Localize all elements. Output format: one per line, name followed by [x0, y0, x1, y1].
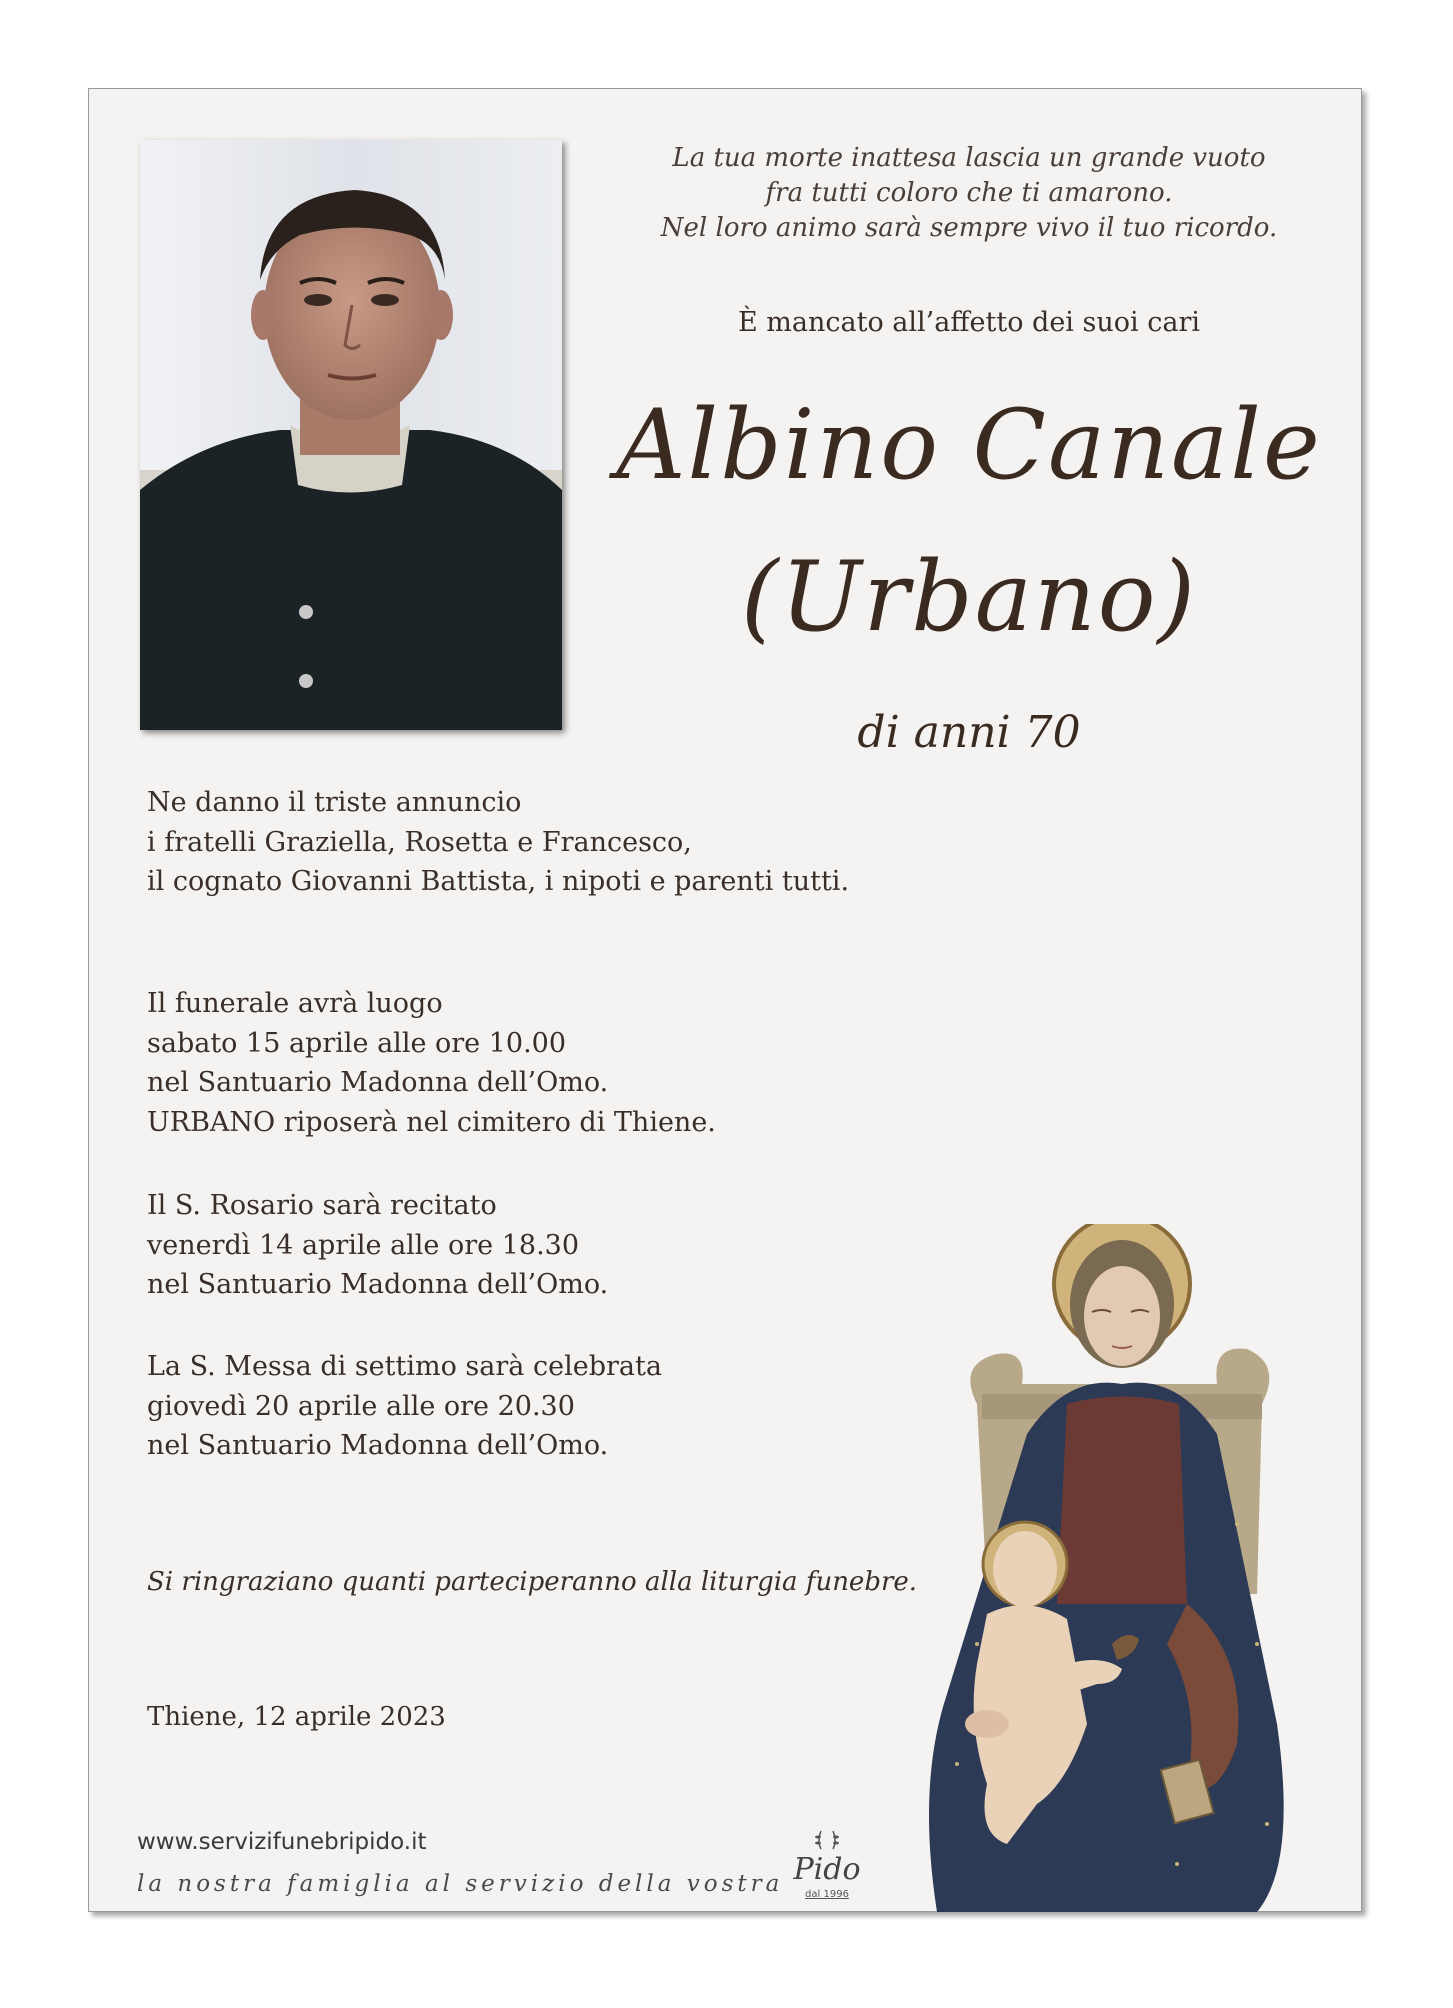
funeral-line: Il funerale avrà luogo — [147, 988, 443, 1019]
mass-paragraph — [147, 1347, 662, 1466]
rosary-line: nel Santuario Madonna dell’Omo. — [147, 1269, 609, 1300]
funeral-line: nel Santuario Madonna dell’Omo. — [147, 1067, 609, 1098]
website-link[interactable]: www.servizifunebripido.it — [137, 1829, 427, 1855]
announcement-line: Ne danno il triste annuncio — [147, 787, 522, 818]
quote-line: La tua morte inattesa lascia un grande vuoto — [672, 143, 1266, 173]
announcement-paragraph — [147, 783, 849, 902]
company-logo — [787, 1829, 867, 1907]
portrait-image — [140, 140, 562, 730]
intro-text: È mancato all’affetto dei suoi cari — [738, 307, 1200, 338]
deceased-age: di anni 70 — [857, 707, 1081, 758]
funeral-line: sabato 15 aprile alle ore 10.00 — [147, 1027, 567, 1059]
madonna-and-child-image — [917, 1224, 1317, 1912]
rosary-line: Il S. Rosario sarà recitato — [147, 1190, 497, 1221]
mass-line: La S. Messa di settimo sarà celebrata — [147, 1351, 662, 1382]
place-date: Thiene, 12 aprile 2023 — [147, 1702, 446, 1732]
deceased-name: Albino Canale — [616, 389, 1322, 501]
funeral-paragraph — [147, 984, 716, 1142]
mass-line: nel Santuario Madonna dell’Omo. — [147, 1430, 609, 1461]
mass-line: giovedì 20 aprile alle ore 20.30 — [147, 1390, 575, 1422]
rosary-line: venerdì 14 aprile alle ore 18.30 — [147, 1229, 580, 1261]
deceased-nickname: (Urbano) — [740, 541, 1197, 653]
obituary-card — [88, 88, 1362, 1912]
funeral-line: URBANO riposerà nel cimitero di Thiene. — [147, 1106, 716, 1138]
rosary-paragraph — [147, 1186, 608, 1305]
announcement-line: i fratelli Graziella, Rosetta e Francesco, — [147, 826, 692, 858]
opening-quote — [609, 141, 1329, 246]
company-motto: la nostra famiglia al servizio della vostra — [137, 1871, 784, 1897]
logo-since: dal 1996 — [805, 1889, 849, 1900]
quote-line: fra tutti coloro che ti amarono. — [765, 178, 1173, 208]
logo-name: Pido — [793, 1852, 861, 1887]
portrait-photo — [140, 140, 562, 730]
laurel-icon — [787, 1829, 867, 1851]
thanks-note: Si ringraziano quanti parteciperanno alla liturgia funebre. — [147, 1567, 918, 1597]
announcement-line: il cognato Giovanni Battista, i nipoti e parenti tutti. — [147, 866, 850, 897]
madonna-painting — [917, 1224, 1317, 1912]
quote-line: Nel loro animo sarà sempre vivo il tuo ricordo. — [660, 213, 1278, 243]
